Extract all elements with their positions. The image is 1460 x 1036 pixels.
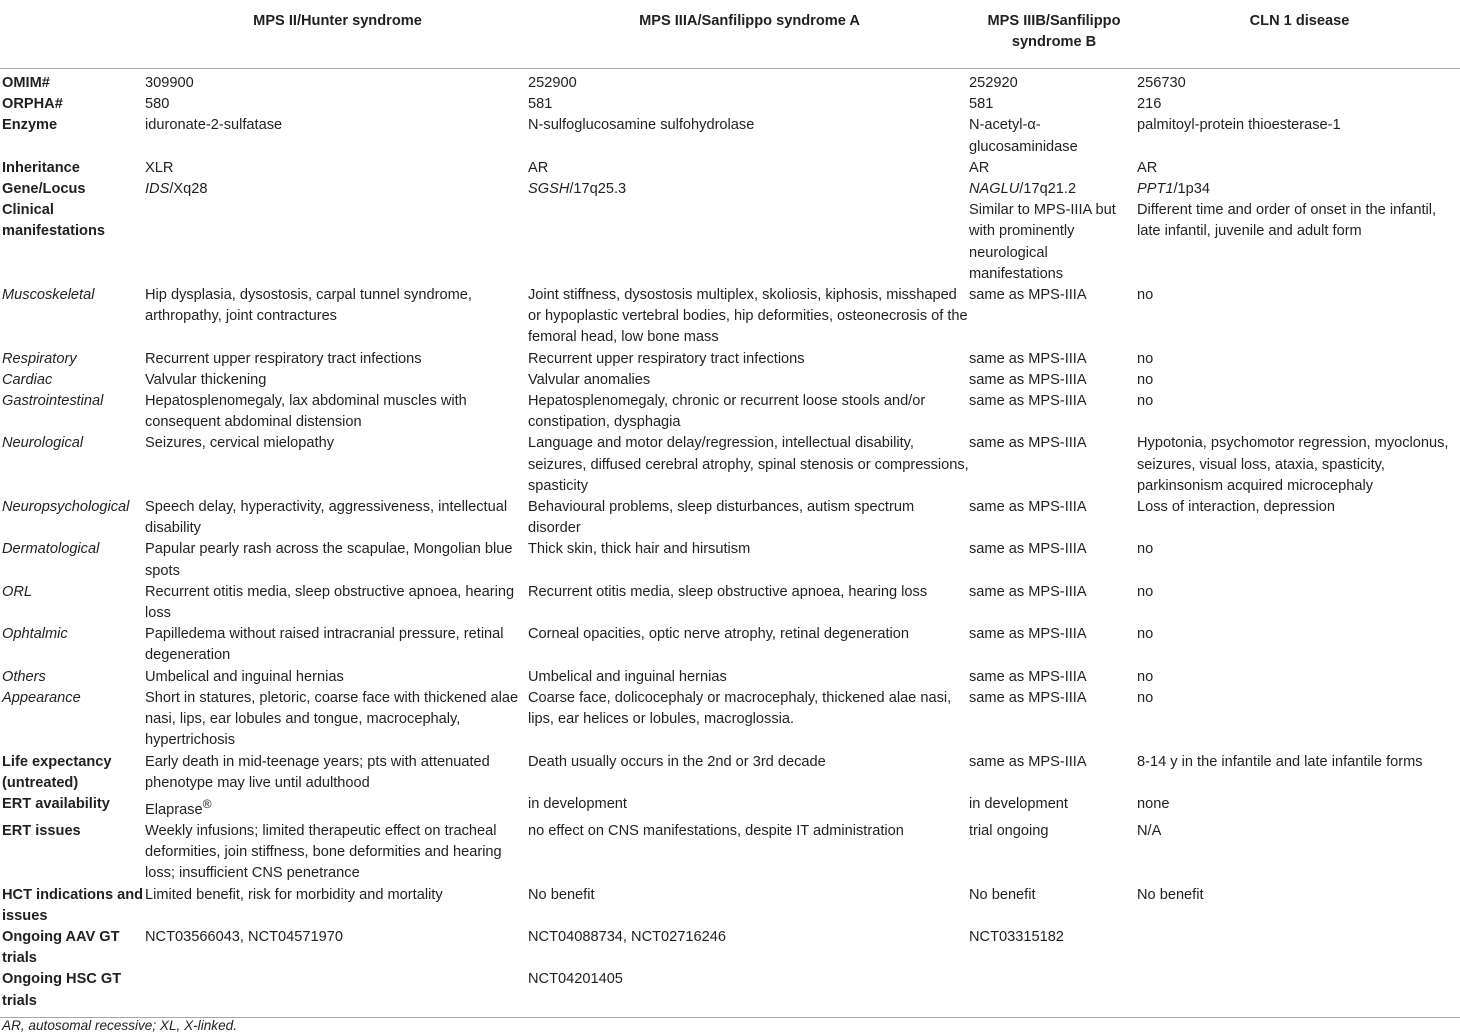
table-cell: iduronate-2-sulfatase <box>145 117 283 134</box>
row-label: Life expectancy (untreated) <box>2 753 112 791</box>
table-cell: AR <box>969 159 990 176</box>
row-label: OMIM# <box>2 75 50 91</box>
table-cell: Recurrent upper respiratory tract infections <box>145 350 422 367</box>
table-cell: 256730 <box>1137 75 1186 91</box>
table-cell: same as MPS-IIIA <box>969 583 1087 600</box>
table-cell: Recurrent otitis media, sleep obstructive apnoea, hearing loss <box>528 583 928 600</box>
table-cell: no <box>1137 287 1154 304</box>
table-row <box>0 885 1460 927</box>
table-cell: same as MPS-IIIA <box>969 626 1087 643</box>
table-cell: Early death in mid-teenage years; pts with attenuated phenotype may live until adulthood <box>145 753 490 791</box>
table-cell: AR <box>1137 159 1158 176</box>
gene-name: NAGLU <box>969 181 1020 198</box>
table-cell: no <box>1137 393 1154 410</box>
table-header <box>0 4 1460 69</box>
table-row <box>0 200 1460 285</box>
table-cell: 581 <box>969 96 994 113</box>
gene-locus: /17q21.2 <box>1019 181 1077 198</box>
table-cell: in development <box>969 795 1068 812</box>
table-cell: XLR <box>145 159 174 176</box>
table-cell <box>145 794 528 821</box>
table-cell: Joint stiffness, dysostosis multiplex, skoliosis, kiphosis, misshaped or hypoplastic vertebral bodies, hip deformities, osteonecrosis of the femoral head, low bone mass <box>528 287 968 346</box>
table-cell: NCT04088734, NCT02716246 <box>528 928 726 945</box>
comparison-table <box>0 4 1460 1018</box>
gene-name: SGSH <box>528 181 570 198</box>
table-cell: Hypotonia, psychomotor regression, myoclonus, seizures, visual loss, ataxia, spasticity, parkinsonism acquired microcephaly <box>1137 435 1449 494</box>
table-row <box>0 688 1460 752</box>
gene-name: IDS <box>145 181 170 198</box>
table-cell: NCT03566043, NCT04571970 <box>145 928 343 945</box>
gene-locus: /17q25.3 <box>569 181 627 198</box>
table-cell <box>528 179 969 200</box>
table-cell: NCT03315182 <box>969 928 1064 945</box>
product-name: Elaprase <box>145 801 203 818</box>
table-row <box>0 497 1460 539</box>
row-label: Neurological <box>2 435 84 452</box>
table-cell: N-acetyl-α-glucosaminidase <box>969 117 1078 155</box>
row-label: Inheritance <box>2 159 80 176</box>
header-cell-mps3b: MPS IIIB/Sanfilippo syndrome B <box>969 4 1137 69</box>
table-cell: Valvular thickening <box>145 371 267 388</box>
table-row <box>0 927 1460 969</box>
table-cell: Death usually occurs in the 2nd or 3rd decade <box>528 753 826 770</box>
header-cell-mps2: MPS II/Hunter syndrome <box>145 4 528 69</box>
table-cell: Umbelical and inguinal hernias <box>145 668 344 685</box>
table-cell: No benefit <box>528 886 595 903</box>
table-cell: Behavioural problems, sleep disturbances, autism spectrum disorder <box>528 499 915 537</box>
row-label: ORL <box>2 583 33 600</box>
table-cell: Valvular anomalies <box>528 371 651 388</box>
table-row <box>0 433 1460 497</box>
table-cell: same as MPS-IIIA <box>969 541 1087 558</box>
table-cell: Papilledema without raised intracranial pressure, retinal degeneration <box>145 626 504 664</box>
table-row <box>0 539 1460 581</box>
row-label: HCT indications and issues <box>2 886 144 924</box>
table-row <box>0 821 1460 885</box>
table-cell: 309900 <box>145 75 194 91</box>
table-cell: same as MPS-IIIA <box>969 753 1087 770</box>
row-label: Enzyme <box>2 117 58 134</box>
table-row <box>0 115 1460 157</box>
table-row <box>0 285 1460 349</box>
gene-locus: /1p34 <box>1173 181 1211 198</box>
row-label: Clinical manifestations <box>2 202 105 240</box>
table-cell: N/A <box>1137 822 1162 839</box>
table-cell: trial ongoing <box>969 822 1049 839</box>
table-cell: same as MPS-IIIA <box>969 371 1087 388</box>
table-cell: 216 <box>1137 96 1162 113</box>
table-cell <box>969 179 1137 200</box>
table-cell: same as MPS-IIIA <box>969 689 1087 706</box>
header-cell-cln1: CLN 1 disease <box>1137 4 1460 69</box>
table-cell: Hepatosplenomegaly, chronic or recurrent loose stools and/or constipation, dysphagia <box>528 393 926 431</box>
table-cell: Speech delay, hyperactivity, aggressiveness, intellectual disability <box>145 499 508 537</box>
row-label: Ongoing HSC GT trials <box>0 969 145 1017</box>
table-cell: 252900 <box>528 75 577 91</box>
registered-mark: ® <box>202 796 212 811</box>
table-cell: no <box>1137 689 1154 706</box>
row-label: ERT issues <box>2 822 81 839</box>
table-cell: Short in statures, pletoric, coarse face with thickened alae nasi, lips, ear lobules and tongue, macrocephaly, hypertrichosis <box>145 689 519 749</box>
table-cell: 252920 <box>969 75 1018 91</box>
table-cell: Umbelical and inguinal hernias <box>528 668 727 685</box>
table-cell: Thick skin, thick hair and hirsutism <box>528 541 751 558</box>
table-row <box>0 969 1460 1017</box>
table-cell: no <box>1137 541 1154 558</box>
table-row <box>0 391 1460 433</box>
table-cell <box>145 969 528 1017</box>
table-cell <box>1137 969 1460 1017</box>
table-cell: Hepatosplenomegaly, lax abdominal muscles with consequent abdominal distension <box>145 393 467 431</box>
table-row <box>0 667 1460 688</box>
table-cell: N-sulfoglucosamine sulfohydrolase <box>528 117 755 134</box>
table-cell: palmitoyl-protein thioesterase-1 <box>1137 117 1341 134</box>
table-cell: 581 <box>528 96 553 113</box>
table-cell: Seizures, cervical mielopathy <box>145 435 334 452</box>
table-cell: no <box>1137 668 1154 685</box>
table-cell: same as MPS-IIIA <box>969 499 1087 516</box>
table-cell: 580 <box>145 96 170 113</box>
table-cell: same as MPS-IIIA <box>969 350 1087 367</box>
table-cell <box>969 969 1137 1017</box>
row-label: ERT availability <box>2 795 110 812</box>
row-label: Appearance <box>2 689 81 706</box>
table-cell: same as MPS-IIIA <box>969 393 1087 410</box>
table-cell: Corneal opacities, optic nerve atrophy, retinal degeneration <box>528 626 910 643</box>
table-cell: Weekly infusions; limited therapeutic effect on tracheal deformities, join stiffness, bone deformities and hearing loss; insufficient CNS penetrance <box>145 822 502 882</box>
header-row <box>0 4 1460 69</box>
row-label: Ophtalmic <box>2 626 68 643</box>
table-cell: same as MPS-IIIA <box>969 287 1087 304</box>
table-cell: no effect on CNS manifestations, despite IT administration <box>528 822 904 839</box>
row-label: Cardiac <box>2 371 53 388</box>
table-row <box>0 624 1460 666</box>
table-cell <box>528 200 969 285</box>
table-row <box>0 158 1460 179</box>
table-cell: No benefit <box>1137 886 1204 903</box>
table-row <box>0 794 1460 821</box>
table-footnote: AR, autosomal recessive; XL, X-linked. <box>2 1018 237 1033</box>
table-cell <box>145 179 528 200</box>
table-cell: No benefit <box>969 886 1036 903</box>
table-row <box>0 370 1460 391</box>
table-cell: Loss of interaction, depression <box>1137 499 1335 516</box>
row-label: Muscoskeletal <box>2 287 95 304</box>
row-label: Others <box>2 668 46 685</box>
table-cell <box>1137 179 1460 200</box>
table-cell: Coarse face, dolicocephaly or macrocephaly, thickened alae nasi, lips, ear helices or lobules, macroglossia. <box>528 689 952 728</box>
table-cell: Papular pearly rash across the scapulae, Mongolian blue spots <box>145 541 513 579</box>
gene-name: PPT1 <box>1137 181 1174 198</box>
table-row <box>0 349 1460 370</box>
table-cell: no <box>1137 350 1154 367</box>
table-cell: NCT04201405 <box>528 969 969 1017</box>
table-cell: no <box>1137 371 1154 388</box>
table-row <box>0 582 1460 624</box>
table-cell: Language and motor delay/regression, intellectual disability, seizures, diffused cerebral atrophy, spinal stenosis or compressions, spasticity <box>528 435 969 494</box>
table-cell: AR <box>528 159 549 176</box>
table-cell: Similar to MPS-IIIA but with prominently neurological manifestations <box>969 202 1116 282</box>
table-cell: Hip dysplasia, dysostosis, carpal tunnel syndrome, arthropathy, joint contractures <box>145 287 472 325</box>
row-label: ORPHA# <box>2 96 63 113</box>
table-row <box>0 94 1460 115</box>
table-row <box>0 752 1460 794</box>
table-cell: 8-14 y in the infantile and late infantile forms <box>1137 753 1423 770</box>
header-cell-mps3a: MPS IIIA/Sanfilippo syndrome A <box>528 4 969 69</box>
table-cell: Recurrent upper respiratory tract infections <box>528 350 805 367</box>
row-label: Ongoing AAV GT trials <box>2 928 120 967</box>
row-label: Dermatological <box>2 541 100 558</box>
row-label: Gene/Locus <box>2 181 86 198</box>
row-label: Gastrointestinal <box>2 393 104 410</box>
table-body <box>0 69 1460 1018</box>
table-cell: no <box>1137 626 1154 643</box>
row-label: Neuropsychological <box>2 499 130 516</box>
row-label: Respiratory <box>2 350 77 367</box>
table-cell: in development <box>528 795 627 812</box>
table-row <box>0 179 1460 200</box>
header-cell-empty <box>0 4 145 69</box>
table-cell: same as MPS-IIIA <box>969 435 1087 452</box>
table-cell: Recurrent otitis media, sleep obstructive apnoea, hearing loss <box>145 583 515 622</box>
table-cell <box>1137 927 1460 969</box>
table-cell: no <box>1137 583 1154 600</box>
table-cell: same as MPS-IIIA <box>969 668 1087 685</box>
table-cell: Limited benefit, risk for morbidity and mortality <box>145 886 443 903</box>
table-cell <box>145 200 528 285</box>
table-cell: Different time and order of onset in the infantil, late infantil, juvenile and adult form <box>1137 202 1437 240</box>
table-row <box>0 69 1460 95</box>
gene-locus: /Xq28 <box>169 181 208 198</box>
table-cell: none <box>1137 795 1170 812</box>
